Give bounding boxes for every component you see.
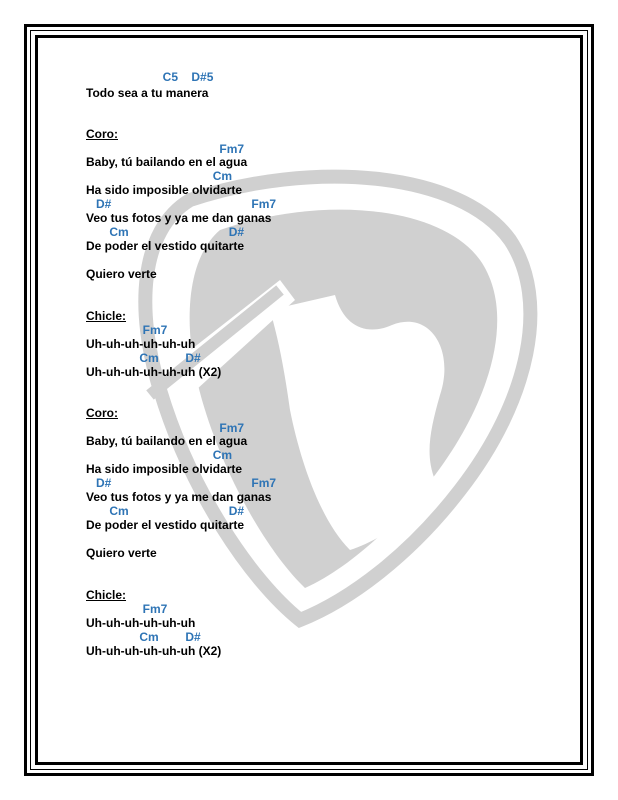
lyric-line: Ha sido imposible olvidarte — [86, 462, 243, 476]
chord-line: D# Fm7 — [86, 476, 277, 490]
section-heading: Chicle: — [86, 588, 127, 602]
chord-line: Cm D# — [86, 351, 201, 365]
lyric-line: De poder el vestido quitarte — [86, 239, 245, 253]
lyric-line: Ha sido imposible olvidarte — [86, 183, 243, 197]
chord-line: Cm — [86, 169, 233, 183]
lyric-line: Veo tus fotos y ya me dan ganas — [86, 211, 272, 225]
lyric-line: Quiero verte — [86, 267, 157, 281]
lyric-line: Veo tus fotos y ya me dan ganas — [86, 490, 272, 504]
lyric-line: Baby, tú bailando en el agua — [86, 155, 248, 169]
lyric-line: Baby, tú bailando en el agua — [86, 434, 248, 448]
section-heading: Coro: — [86, 127, 118, 141]
chord-line: Cm D# — [86, 504, 245, 518]
chord-line: Cm D# — [86, 630, 201, 644]
chord-line: Fm7 — [86, 142, 245, 156]
lyric-line: Uh-uh-uh-uh-uh-uh — [86, 616, 196, 630]
lyric-line: Todo sea a tu manera — [86, 86, 209, 100]
lyric-line: Quiero verte — [86, 546, 157, 560]
lyric-line: Uh-uh-uh-uh-uh-uh — [86, 337, 196, 351]
chord-line: Cm D# — [86, 225, 245, 239]
chord-line: Fm7 — [86, 421, 245, 435]
chord-line: Cm — [86, 448, 233, 462]
chord-line: Fm7 — [86, 602, 168, 616]
chord-line: Fm7 — [86, 323, 168, 337]
lyric-line: De poder el vestido quitarte — [86, 518, 245, 532]
section-heading: Chicle: — [86, 309, 127, 323]
chord-line: D# Fm7 — [86, 197, 277, 211]
chord-line: C5 D#5 — [86, 70, 214, 84]
lyric-line: Uh-uh-uh-uh-uh-uh (X2) — [86, 365, 222, 379]
section-heading: Coro: — [86, 406, 118, 420]
lyric-line: Uh-uh-uh-uh-uh-uh (X2) — [86, 644, 222, 658]
